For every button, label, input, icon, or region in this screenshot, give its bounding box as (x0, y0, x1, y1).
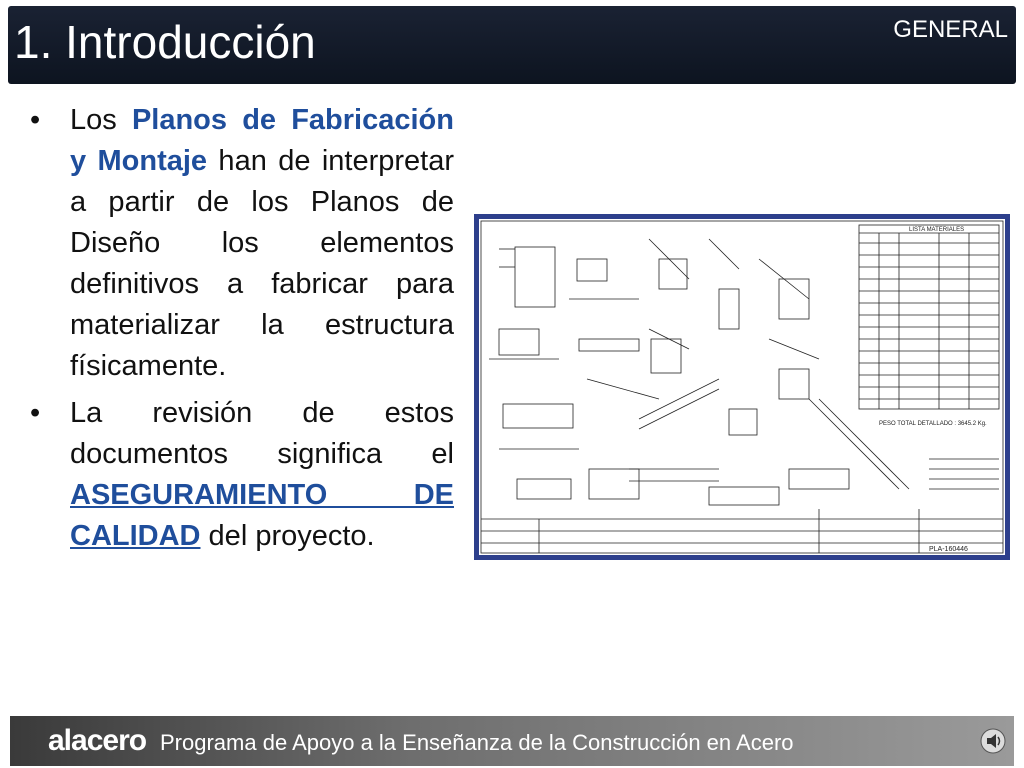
table-title: LISTA MATERIALES (909, 227, 965, 233)
bullet-text-post: del proyecto. (200, 520, 375, 552)
bullet-text-post: han de interpretar a partir de los Planos de Diseño los elementos definitivos a fabricar para materializar la estructura físicamente. (70, 145, 454, 382)
bullet-item (24, 100, 454, 387)
program-name: Programa de Apoyo a la Enseñanza de la Construcción en Acero (160, 730, 794, 755)
slide-header (8, 6, 1016, 84)
drawing-svg (479, 219, 1005, 555)
bullet-text-pre: La revisión de estos documentos significa el (70, 397, 454, 470)
bullet-dot-icon: • (30, 397, 41, 429)
section-label: GENERAL (893, 16, 1008, 43)
speaker-icon[interactable] (980, 728, 1006, 754)
bullet-text-pre: Los (70, 104, 132, 136)
bullet-dot-icon: • (30, 104, 41, 136)
bullet-list (24, 100, 454, 563)
sheet-code: PLA-160446 (929, 546, 968, 553)
bullet-highlight: Planos de Fabricación y Montaje (70, 104, 454, 177)
slide-title: 1. Introducción (14, 16, 316, 68)
weight-note: PESO TOTAL DETALLADO : 3645.2 Kg. (879, 421, 987, 427)
alacero-logo: alacero (48, 724, 147, 757)
footer-bar (10, 716, 1014, 766)
fabrication-drawing-image (474, 214, 1010, 560)
bullet-item (24, 393, 454, 557)
bullet-highlight-link[interactable]: ASEGURAMIENTO DE CALIDAD (70, 479, 454, 552)
